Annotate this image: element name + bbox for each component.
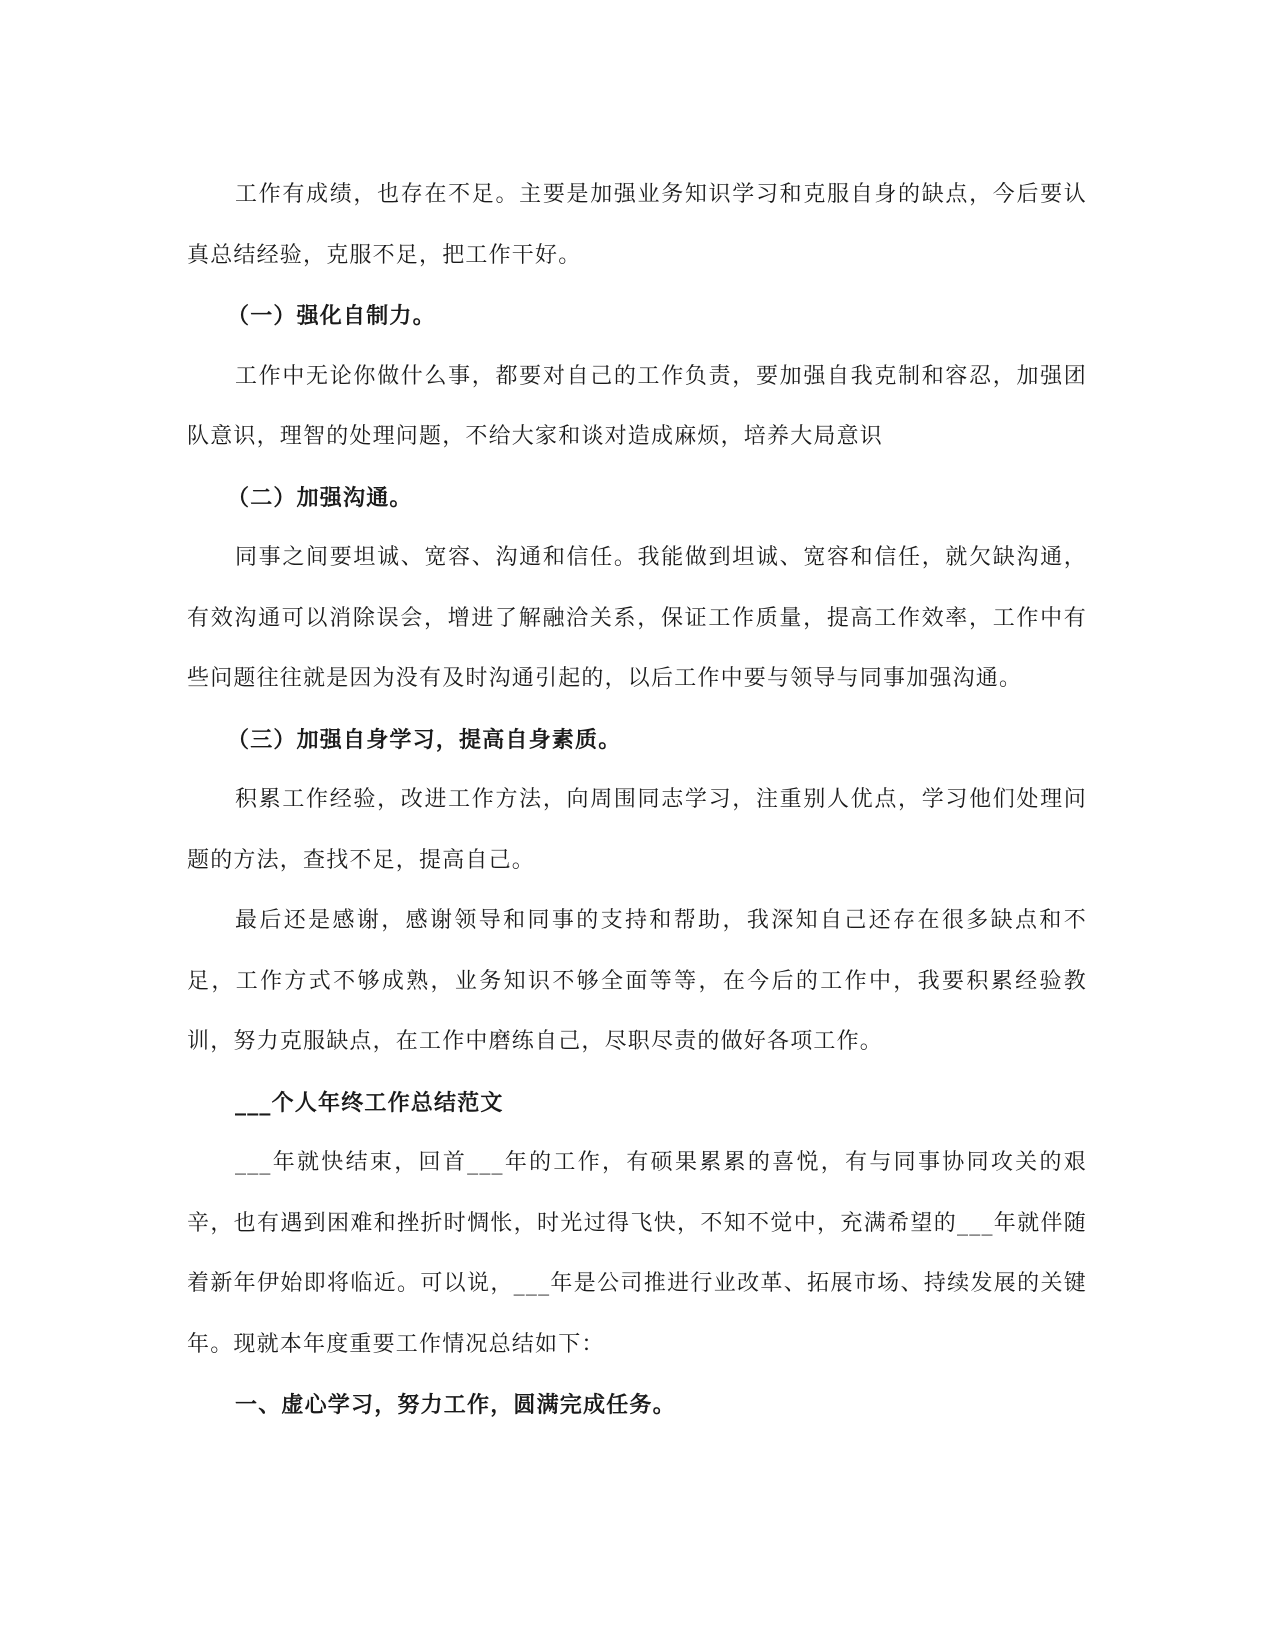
paragraph-self-study: 积累工作经验，改进工作方法，向周围同志学习，注重别人优点，学习他们处理问题的方法，查找不足，提高自己。	[187, 787, 1087, 873]
heading-self-study: （三）加强自身学习，提高自身素质。	[227, 726, 622, 753]
paragraph-thanks: 最后还是感谢，感谢领导和同事的支持和帮助，我深知自己还存在很多缺点和不足，工作方式不够成熟，业务知识不够全面等等，在今后的工作中，我要积累经验教训，努力克服缺点，在工作中磨练自己，尽职尽责的做好各项工作。	[187, 908, 1087, 1054]
document-body	[187, 165, 1087, 1436]
heading-communication: （二）加强沟通。	[227, 484, 413, 511]
heading-section-one: 一、虚心学习，努力工作，圆满完成任务。	[235, 1392, 676, 1418]
paragraph-summary-intro: 工作有成绩，也存在不足。主要是加强业务知识学习和克服自身的缺点，今后要认真总结经验，克服不足，把工作干好。	[187, 182, 1087, 268]
heading-annual-summary: ___个人年终工作总结范文	[235, 1089, 504, 1116]
paragraph-annual-intro: ___年就快结束，回首___年的工作，有硕果累累的喜悦，有与同事协同攻关的艰辛，也有遇到困难和挫折时惆怅，时光过得飞快，不知不觉中，充满希望的___年就伴随着新年伊始即将临近。可以说，___年是公司推进行业改革、拓展市场、持续发展的关键年。现就本年度重要工作情况总结如下：	[187, 1150, 1087, 1357]
paragraph-communication: 同事之间要坦诚、宽容、沟通和信任。我能做到坦诚、宽容和信任，就欠缺沟通，有效沟通可以消除误会，增进了解融洽关系，保证工作质量，提高工作效率，工作中有些问题往往就是因为没有及时沟通引起的，以后工作中要与领导与同事加强沟通。	[187, 545, 1087, 691]
heading-self-discipline: （一）强化自制力。	[227, 303, 436, 329]
paragraph-self-discipline: 工作中无论你做什么事，都要对自己的工作负责，要加强自我克制和容忍，加强团队意识，理智的处理问题，不给大家和谈对造成麻烦，培养大局意识	[187, 363, 1087, 449]
